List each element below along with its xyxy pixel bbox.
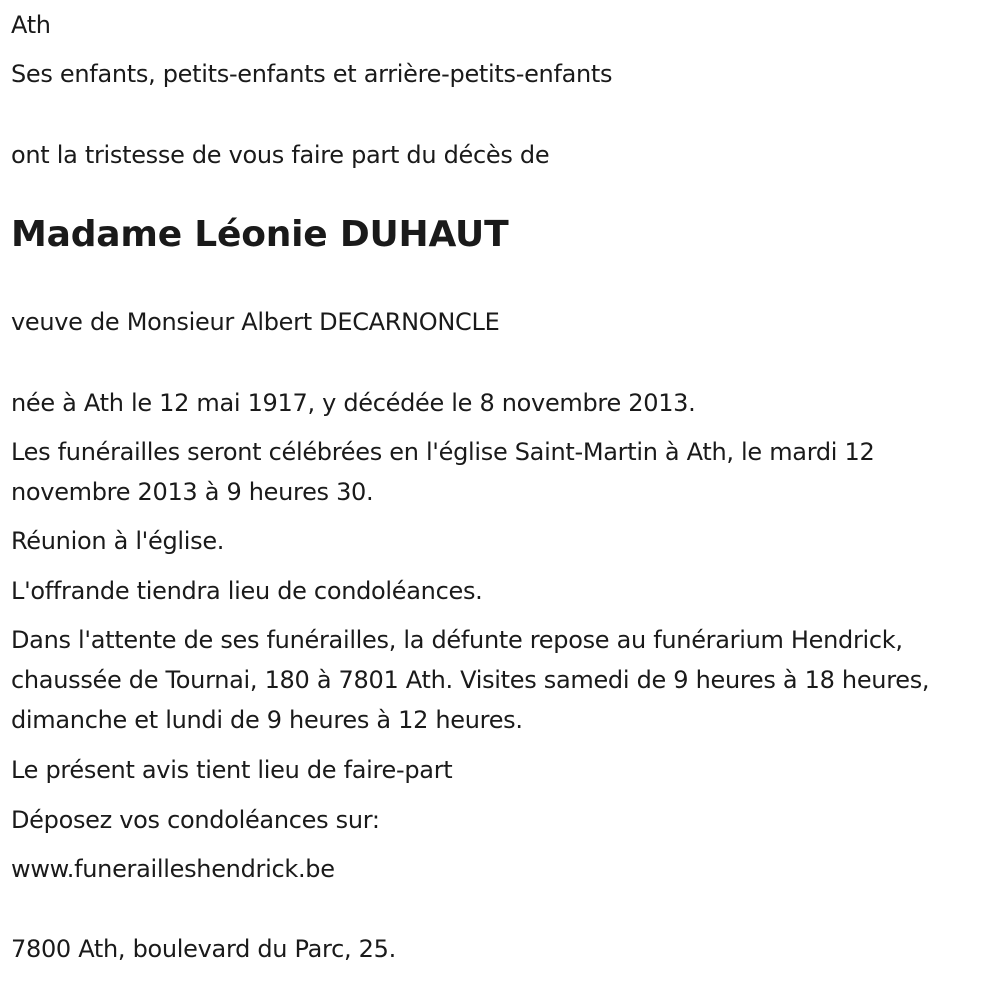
offering-line: L'offrande tiendra lieu de condoléances. bbox=[11, 577, 483, 605]
city-label: Ath bbox=[11, 11, 51, 39]
announcement-line: ont la tristesse de vous faire part du décès de bbox=[11, 141, 550, 169]
funeral-paragraph: Les funérailles seront célébrées en l'église Saint-Martin à Ath, le mardi 12 novembre 2013 à 9 heures 30. bbox=[11, 438, 875, 506]
address-line: 7800 Ath, boulevard du Parc, 25. bbox=[11, 935, 396, 963]
birth-death-line: née à Ath le 12 mai 1917, y décédée le 8 novembre 2013. bbox=[11, 389, 696, 417]
viewing-paragraph: Dans l'attente de ses funérailles, la défunte repose au funérarium Hendrick, chaussée de Tournai, 180 à 7801 Ath. Visites samedi de 9 heures à 18 heures, dimanche et lundi de 9 heures à 12 heures. bbox=[11, 626, 930, 734]
deceased-name: Madame Léonie DUHAUT bbox=[11, 214, 509, 255]
notice-note-line: Le présent avis tient lieu de faire-part bbox=[11, 756, 453, 784]
meeting-line: Réunion à l'église. bbox=[11, 527, 225, 555]
spouse-line: veuve de Monsieur Albert DECARNONCLE bbox=[11, 308, 500, 336]
family-line: Ses enfants, petits-enfants et arrière-petits-enfants bbox=[11, 60, 613, 88]
website-link[interactable]: www.funerailleshendrick.be bbox=[11, 855, 335, 883]
condolences-label: Déposez vos condoléances sur: bbox=[11, 806, 380, 834]
